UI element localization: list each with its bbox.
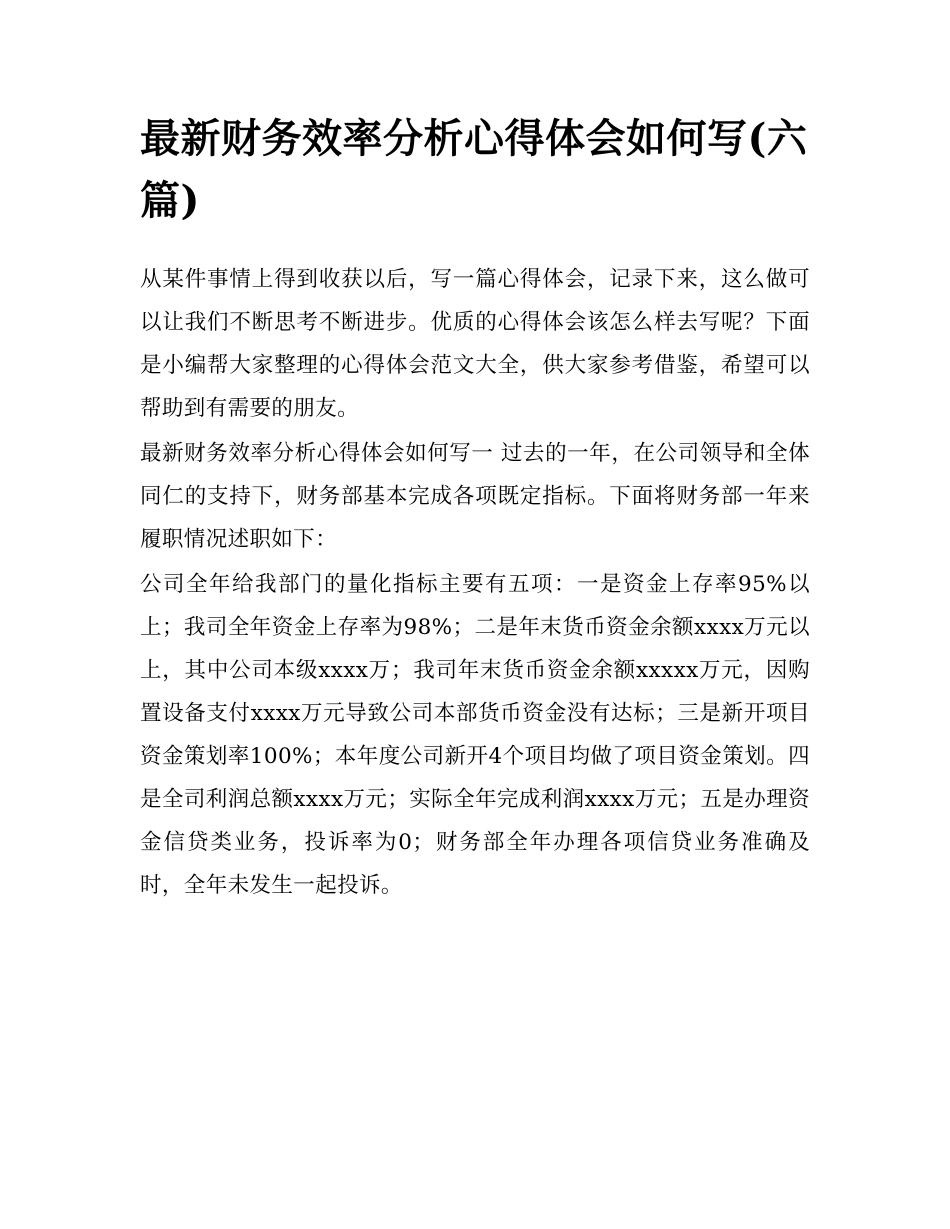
page-title: 最新财务效率分析心得体会如何写(六篇) xyxy=(140,115,808,224)
paragraph-intro: 从某件事情上得到收获以后，写一篇心得体会，记录下来，这么做可以让我们不断思考不断进步。优质的心得体会该怎么样去写呢？下面是小编帮大家整理的心得体会范文大全，供大家参考借鉴，希望可以帮助到有需要的朋友。 xyxy=(140,267,810,421)
paragraph-body-1: 最新财务效率分析心得体会如何写一 过去的一年，在公司领导和全体同仁的支持下，财务部基本完成各项既定指标。下面将财务部一年来履职情况述职如下： xyxy=(140,441,810,552)
paragraph-body-2: 公司全年给我部门的量化指标主要有五项：一是资金上存率95%以上；我司全年资金上存率为98%；二是年末货币资金余额xxxx万元以上，其中公司本级xxxx万；我司年末货币资金余额xxxxx万元，因购置设备支付xxxx万元导致公司本部货币资金没有达标；三是新开项目资金策划率100%；本年度公司新开4个项目均做了项目资金策划。四是全司利润总额xxxx万元；实际全年完成利润xxxx万元；五是办理资金信贷类业务，投诉率为0；财务部全年办理各项信贷业务准确及时，全年未发生一起投诉。 xyxy=(140,572,810,898)
